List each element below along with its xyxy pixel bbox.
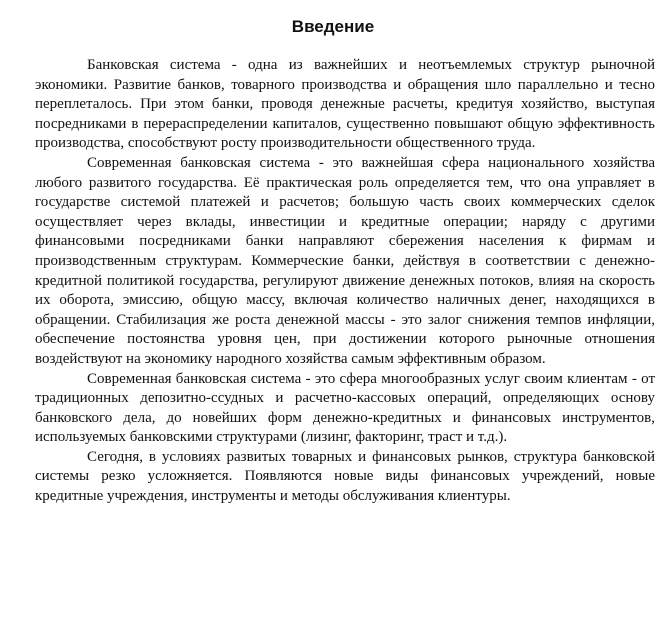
- paragraph-4: Сегодня, в условиях развитых товарных и финансовых рынков, структура банковской системы резко усложняется. Появляются новые виды финансовых учреждений, новые кредитные учреждения, инструменты и методы обслуживания клиентуры.: [35, 448, 655, 505]
- document-title: Введение: [291, 17, 375, 36]
- paragraph-2: Современная банковская система - это важнейшая сфера национального хозяйства любого развитого государства. Её практическая роль определяется тем, что она управляет в государстве системой платежей и расчетов; большую часть своих коммерческих сделок осуществляет через вклады, инвестиции и кредитные операции; наряду с другими финансовыми посредниками банки направляют сбережения населения к фирмам и производственным структурам. Коммерческие банки, действуя в соответствии с денежно-кредитной политикой государства, регулируют движение денежных потоков, влияя на скорость их оборота, эмиссию, общую массу, включая количество наличных денег, находящихся в обращении. Стабилизация же роста денежной массы - это залог снижения темпов инфляции, обеспечение постоянства уровня цен, при достижении которого рыночные отношения воздействуют на экономику народного хозяйства самым эффективным образом.: [35, 154, 655, 367]
- paragraph-1: Банковская система - одна из важнейших и неотъемлемых структур рыночной экономики. Развитие банков, товарного производства и обращения шло параллельно и тесно переплеталось. При этом банки, проводя денежные расчеты, кредитуя хозяйство, выступая посредниками в перераспределении капиталов, существенно повышают общую эффективность производства, способствуют росту производительности общественного труда.: [35, 57, 655, 152]
- document-body: [35, 56, 655, 507]
- paragraph-3: Современная банковская система - это сфера многообразных услуг своим клиентам - от традиционных депозитно-ссудных и расчетно-кассовых операций, определяющих основу банковского дела, до новейших форм денежно-кредитных и финансовых инструментов, используемых банковскими структурами (лизинг, факторинг, траст и т.д.).: [35, 370, 655, 446]
